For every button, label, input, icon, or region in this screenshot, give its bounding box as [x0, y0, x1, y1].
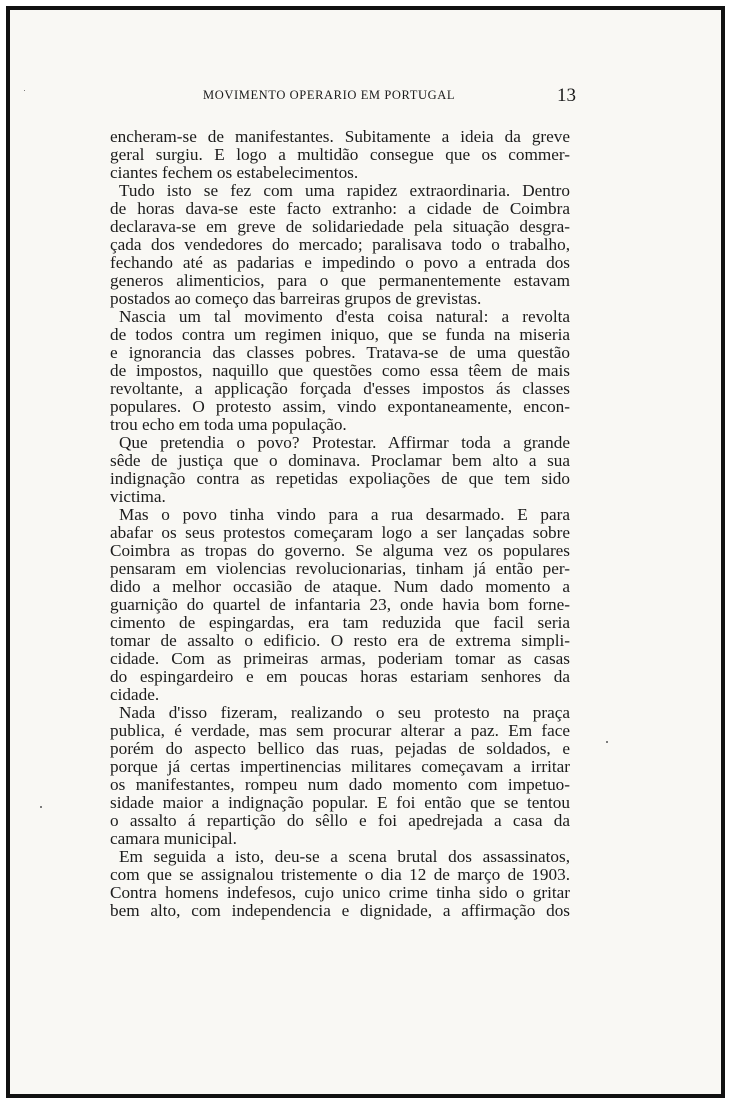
text-line: os manifestantes, rompeu num dado momento com impetuo-: [110, 775, 570, 794]
text-line: Mas o povo tinha vindo para a rua desarmado. E para: [119, 505, 570, 524]
paragraph: [110, 308, 570, 434]
paragraph: [110, 434, 570, 506]
text-line: declarava-se em greve de solidariedade pela situação desgra-: [110, 217, 570, 236]
text-line: o assalto á repartição do sêllo e foi apedrejada a casa da: [110, 811, 570, 830]
text-line: guarnição do quartel de infantaria 23, onde havia bom forne-: [110, 595, 570, 614]
text-line: fechando até as padarias e impedindo o povo a entrada dos: [110, 253, 570, 272]
text-line: generos alimenticios, para o que permanentemente estavam: [110, 271, 570, 290]
text-line: de impostos, naquillo que questões como essa têem de mais: [110, 361, 570, 380]
running-head: MOVIMENTO OPERARIO EM PORTUGAL: [203, 88, 456, 102]
text-line: tomar de assalto o edificio. O resto era de extrema simpli-: [110, 631, 570, 650]
body-text: [110, 128, 570, 920]
paper-speck: [40, 806, 42, 808]
text-line: Em seguida a isto, deu-se a scena brutal dos assassinatos,: [119, 847, 570, 866]
text-line: ciantes fechem os estabelecimentos.: [110, 163, 359, 182]
text-line: Coimbra as tropas do governo. Se alguma vez os populares: [110, 541, 570, 560]
text-line: abafar os seus protestos começaram logo a ser lançadas sobre: [110, 523, 570, 542]
text-line: populares. O protesto assim, vindo expontaneamente, encon-: [110, 397, 570, 416]
text-line: cidade.: [110, 685, 160, 704]
text-line: pensaram em violencias revolucionarias, tinham já então per-: [110, 559, 570, 578]
text-line: camara municipal.: [110, 829, 237, 848]
text-line: çada dos vendedores do mercado; paralisava todo o trabalho,: [110, 235, 570, 254]
text-line: Que pretendia o povo? Protestar. Affirmar toda a grande: [119, 433, 570, 452]
text-line: publica, é verdade, mas sem procurar alterar a paz. Em face: [110, 721, 570, 740]
paragraph: [110, 848, 570, 920]
text-line: revoltante, a applicação forçada d'esses impostos ás classes: [110, 379, 570, 398]
text-line: cidade. Com as primeiras armas, poderiam tomar as casas: [110, 649, 570, 668]
paragraph: [110, 128, 570, 182]
text-line: trou echo em toda uma população.: [110, 415, 347, 434]
text-line: sidade maior a indignação popular. E foi então que se tentou: [110, 793, 570, 812]
text-line: geral surgiu. E logo a multidão consegue que os commer-: [110, 145, 570, 164]
text-line: indignação contra as repetidas expoliações de que tem sido: [110, 469, 570, 488]
paragraph: [110, 506, 570, 704]
text-line: de horas dava-se este facto extranho: a cidade de Coimbra: [110, 199, 570, 218]
text-line: Tudo isto se fez com uma rapidez extraordinaria. Dentro: [119, 181, 570, 200]
text-line: porém do aspecto bellico das ruas, pejadas de soldados, e: [110, 739, 570, 758]
text-line: bem alto, com independencia e dignidade, a affirmação dos: [110, 901, 570, 920]
text-line: postados ao começo das barreiras grupos de grevistas.: [110, 289, 482, 308]
text-line: victima.: [110, 487, 166, 506]
text-line: de todos contra um regimen iniquo, que se funda na miseria: [110, 325, 570, 344]
text-line: e ignorancia das classes pobres. Tratava-se de uma questão: [110, 343, 570, 362]
text-line: com que se assignalou tristemente o dia 12 de março de 1903.: [110, 865, 570, 884]
text-line: do espingardeiro e em poucas horas estariam senhores da: [110, 667, 570, 686]
text-line: Nada d'isso fizeram, realizando o seu protesto na praça: [119, 703, 570, 722]
paragraph: [110, 182, 570, 308]
page-header: [0, 85, 731, 110]
paper-speck: [24, 90, 25, 91]
text-line: encheram-se de manifestantes. Subitamente a ideia da greve: [110, 127, 570, 146]
paper-speck: [606, 741, 608, 743]
text-line: porque já certas impertinencias militares começavam a irritar: [110, 757, 570, 776]
page-number: 13: [557, 85, 576, 106]
text-line: Nascia um tal movimento d'esta coisa natural: a revolta: [119, 307, 570, 326]
text-line: sêde de justiça que o dominava. Proclamar bem alto a sua: [110, 451, 570, 470]
paragraph: [110, 704, 570, 848]
text-line: dido a melhor occasião de ataque. Num dado momento a: [110, 577, 570, 596]
text-line: Contra homens indefesos, cujo unico crime tinha sido o gritar: [110, 883, 570, 902]
text-line: cimento de espingardas, era tam reduzida que facil seria: [110, 613, 570, 632]
